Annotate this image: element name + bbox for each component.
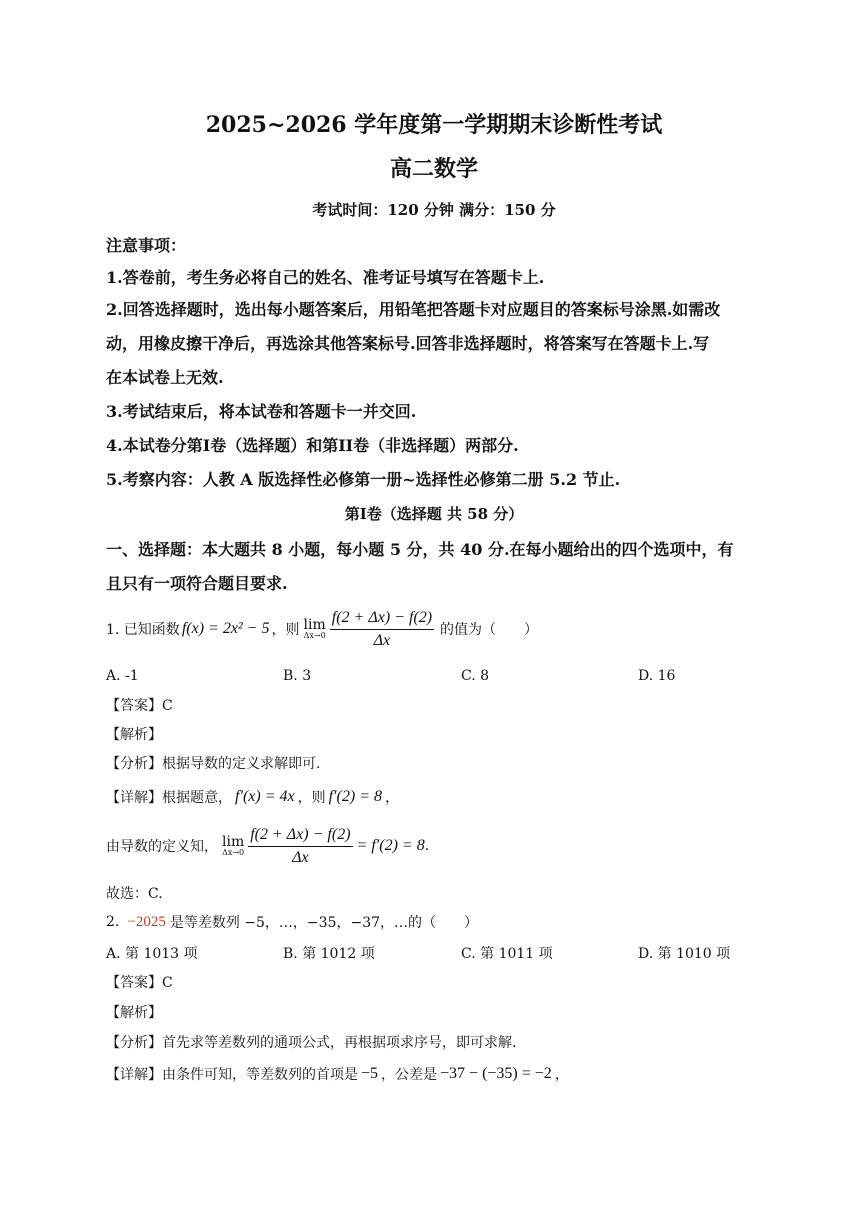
section-heading: 第I卷（选择题 共 58 分）: [344, 505, 524, 523]
q1-answer: 【答案】C: [106, 698, 173, 714]
q1-detail-result: = f′(2) = 8: [356, 837, 425, 854]
q1-line2-prefix: 由导数的定义知，: [106, 839, 218, 855]
note-item-1: 1.答卷前，考生务必将自己的姓名、准考证号填写在答题卡上.: [106, 268, 545, 287]
q1-frac-denominator: Δx: [373, 631, 391, 649]
q1-detail-lim-label: lim: [222, 834, 245, 850]
note-item-3: 3.考试结束后，将本试卷和答题卡一并交回.: [106, 402, 417, 421]
exam-title: 2025~2026 学年度第一学期期末诊断性考试: [205, 112, 663, 138]
q1-analysis: 【分析】根据导数的定义求解即可.: [106, 756, 321, 772]
q1-lim-sub: Δx→0: [303, 631, 326, 640]
q1-mid: ，则: [271, 622, 300, 638]
q1-line2-end: .: [424, 838, 430, 854]
q1-function: f(x) = 2x² − 5: [181, 620, 270, 637]
note-item-2-line-2: 动，用橡皮擦干净后，再选涂其他答案标号.回答非选择题时，将答案写在答题卡上.写: [106, 334, 710, 353]
q1-detail-end: ，: [385, 790, 400, 806]
exam-meta: 考试时间：120 分钟 满分：150 分: [312, 201, 556, 219]
q1-detail-line-2: [106, 820, 429, 872]
q2-detail-end: ，: [554, 1067, 569, 1083]
q1-detail-limit: [222, 835, 244, 857]
q1-detail-value: f′(2) = 8: [328, 788, 383, 805]
note-item-2-line-1: 2.回答选择题时，选出每小题答案后，用铅笔把答题卡对应题目的答案标号涂黑.如需改: [106, 300, 721, 319]
q2-detail-mid: ，公差是: [381, 1067, 438, 1083]
notes-heading: 注意事项：: [106, 236, 187, 255]
q1-fraction: [330, 609, 434, 650]
q1-detail-derivative: f′(x) = 4x: [235, 788, 295, 805]
q1-option-b: B. 3: [283, 668, 312, 684]
q1-detail-line-1: [106, 786, 399, 808]
note-item-5: 5.考察内容：人教 A 版选择性必修第一册~选择性必修第二册 5.2 节止.: [106, 470, 621, 489]
q1-option-d: D. 16: [638, 668, 676, 684]
q1-detail-lim-sub: Δx→0: [222, 848, 245, 857]
note-item-4: 4.本试卷分第I卷（选择题）和第II卷（非选择题）两部分.: [106, 436, 519, 455]
q2-detail-prefix: 【详解】由条件可知，等差数列的首项是: [106, 1067, 358, 1083]
q2-option-c: C. 第 1011 项: [461, 946, 553, 962]
q1-detail-fraction: [248, 826, 352, 867]
q1-lim-label: lim: [303, 617, 326, 633]
question-1-stem: [106, 604, 538, 654]
q1-choose: 故选：C.: [106, 886, 163, 902]
q2-analysis: 【分析】首先求等差数列的通项公式，再根据项求序号，即可求解.: [106, 1035, 517, 1051]
q1-analysis-heading: 【解析】: [106, 727, 162, 743]
exam-subtitle: 高二数学: [389, 156, 478, 182]
q2-number: 2.: [106, 914, 120, 930]
q1-detail-prefix: 【详解】根据题意，: [106, 790, 232, 806]
section-intro-line-1: 一、选择题：本大题共 8 小题，每小题 5 分，共 40 分.在每小题给出的四个选项中，有: [106, 540, 734, 559]
q2-stem: 是等差数列 −5，…，−35，−37，…的（ ）: [169, 915, 479, 931]
q2-detail-difference: −37 − (−35) = −2: [440, 1065, 552, 1082]
q1-option-c: C. 8: [461, 668, 490, 684]
q2-red-value: −2025: [127, 913, 166, 930]
question-2-stem: [106, 912, 478, 932]
q1-limit: [304, 618, 326, 640]
q1-detail-frac-denominator: Δx: [292, 848, 309, 866]
note-item-2-line-3: 在本试卷上无效.: [106, 368, 224, 387]
q1-frac-numerator: f(2 + Δx) − f(2): [330, 609, 434, 630]
q2-option-d: D. 第 1010 项: [638, 946, 731, 962]
q2-analysis-heading: 【解析】: [106, 1005, 162, 1021]
q1-detail-mid: ，则: [297, 790, 326, 806]
q2-detail-line: [106, 1062, 569, 1086]
q1-suffix: 的值为（ ）: [440, 622, 539, 638]
q2-answer: 【答案】C: [106, 975, 173, 991]
q2-option-a: A. 第 1013 项: [106, 946, 198, 962]
section-intro-line-2: 且只有一项符合题目要求.: [106, 574, 288, 593]
q1-prefix: 1. 已知函数: [106, 622, 180, 638]
q1-option-a: A. -1: [106, 668, 139, 684]
q2-detail-first-term: −5: [361, 1065, 379, 1082]
q2-option-b: B. 第 1012 项: [283, 946, 375, 962]
q1-detail-frac-numerator: f(2 + Δx) − f(2): [248, 826, 352, 847]
